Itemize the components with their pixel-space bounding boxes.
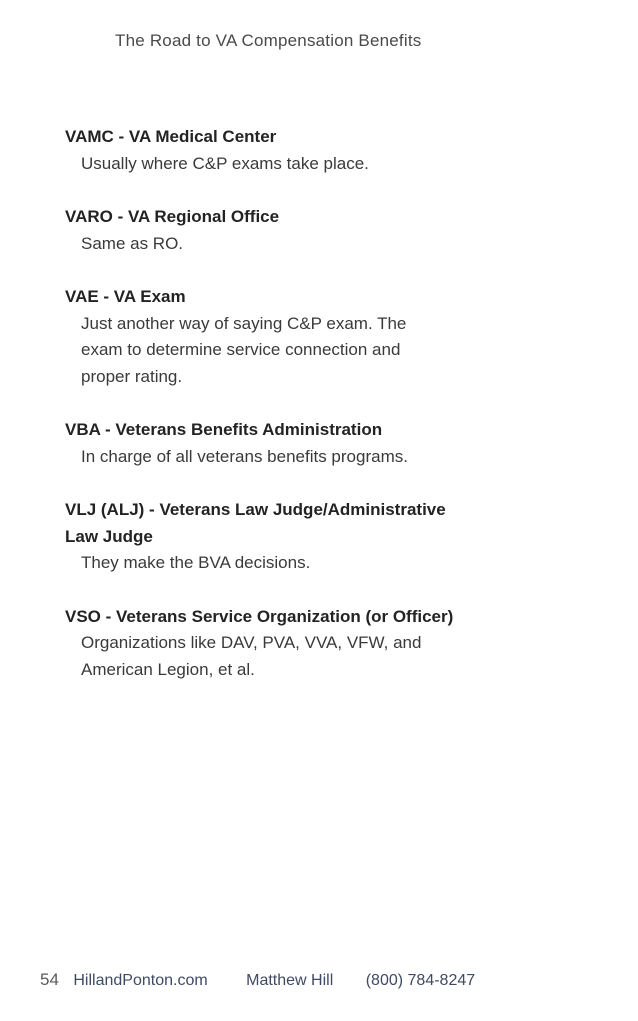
glossary-definition-line: proper rating. <box>81 366 183 386</box>
glossary-definition-line: American Legion, et al. <box>81 659 255 679</box>
glossary-list <box>65 124 535 710</box>
glossary-definition-line: Organizations like DAV, PVA, VVA, VFW, and <box>81 633 422 652</box>
page-footer <box>40 970 475 990</box>
glossary-entry-vamc <box>65 124 535 177</box>
author-name: Matthew Hill <box>246 972 334 989</box>
glossary-term: VAMC - VA Medical Center <box>65 127 277 146</box>
glossary-entry-vso <box>65 604 535 684</box>
glossary-definition-line: exam to determine service connection and <box>81 340 401 359</box>
glossary-term-line: Law Judge <box>65 526 153 546</box>
glossary-definition: In charge of all veterans benefits programs. <box>81 446 408 466</box>
glossary-definition-line: Just another way of saying C&P exam. The <box>81 313 407 333</box>
phone-number[interactable]: (800) 784-8247 <box>365 972 476 989</box>
page-number: 54 <box>40 970 59 989</box>
glossary-entry-vba <box>65 417 535 470</box>
glossary-term: VAE - VA Exam <box>65 287 186 306</box>
glossary-entry-vlj <box>65 497 535 577</box>
glossary-term: VARO - VA Regional Office <box>65 207 280 226</box>
glossary-definition: They make the BVA decisions. <box>81 553 311 572</box>
running-header: The Road to VA Compensation Benefits <box>115 31 422 50</box>
glossary-term: VSO - Veterans Service Organization (or Officer) <box>65 606 454 626</box>
glossary-definition: Usually where C&P exams take place. <box>81 153 369 173</box>
glossary-entry-vae <box>65 284 535 390</box>
website-link[interactable]: HillandPonton.com <box>73 972 208 989</box>
glossary-term: VBA - Veterans Benefits Administration <box>65 420 383 439</box>
glossary-term-line: VLJ (ALJ) - Veterans Law Judge/Administrative <box>65 500 446 519</box>
glossary-entry-varo <box>65 204 535 257</box>
glossary-definition: Same as RO. <box>81 233 184 253</box>
